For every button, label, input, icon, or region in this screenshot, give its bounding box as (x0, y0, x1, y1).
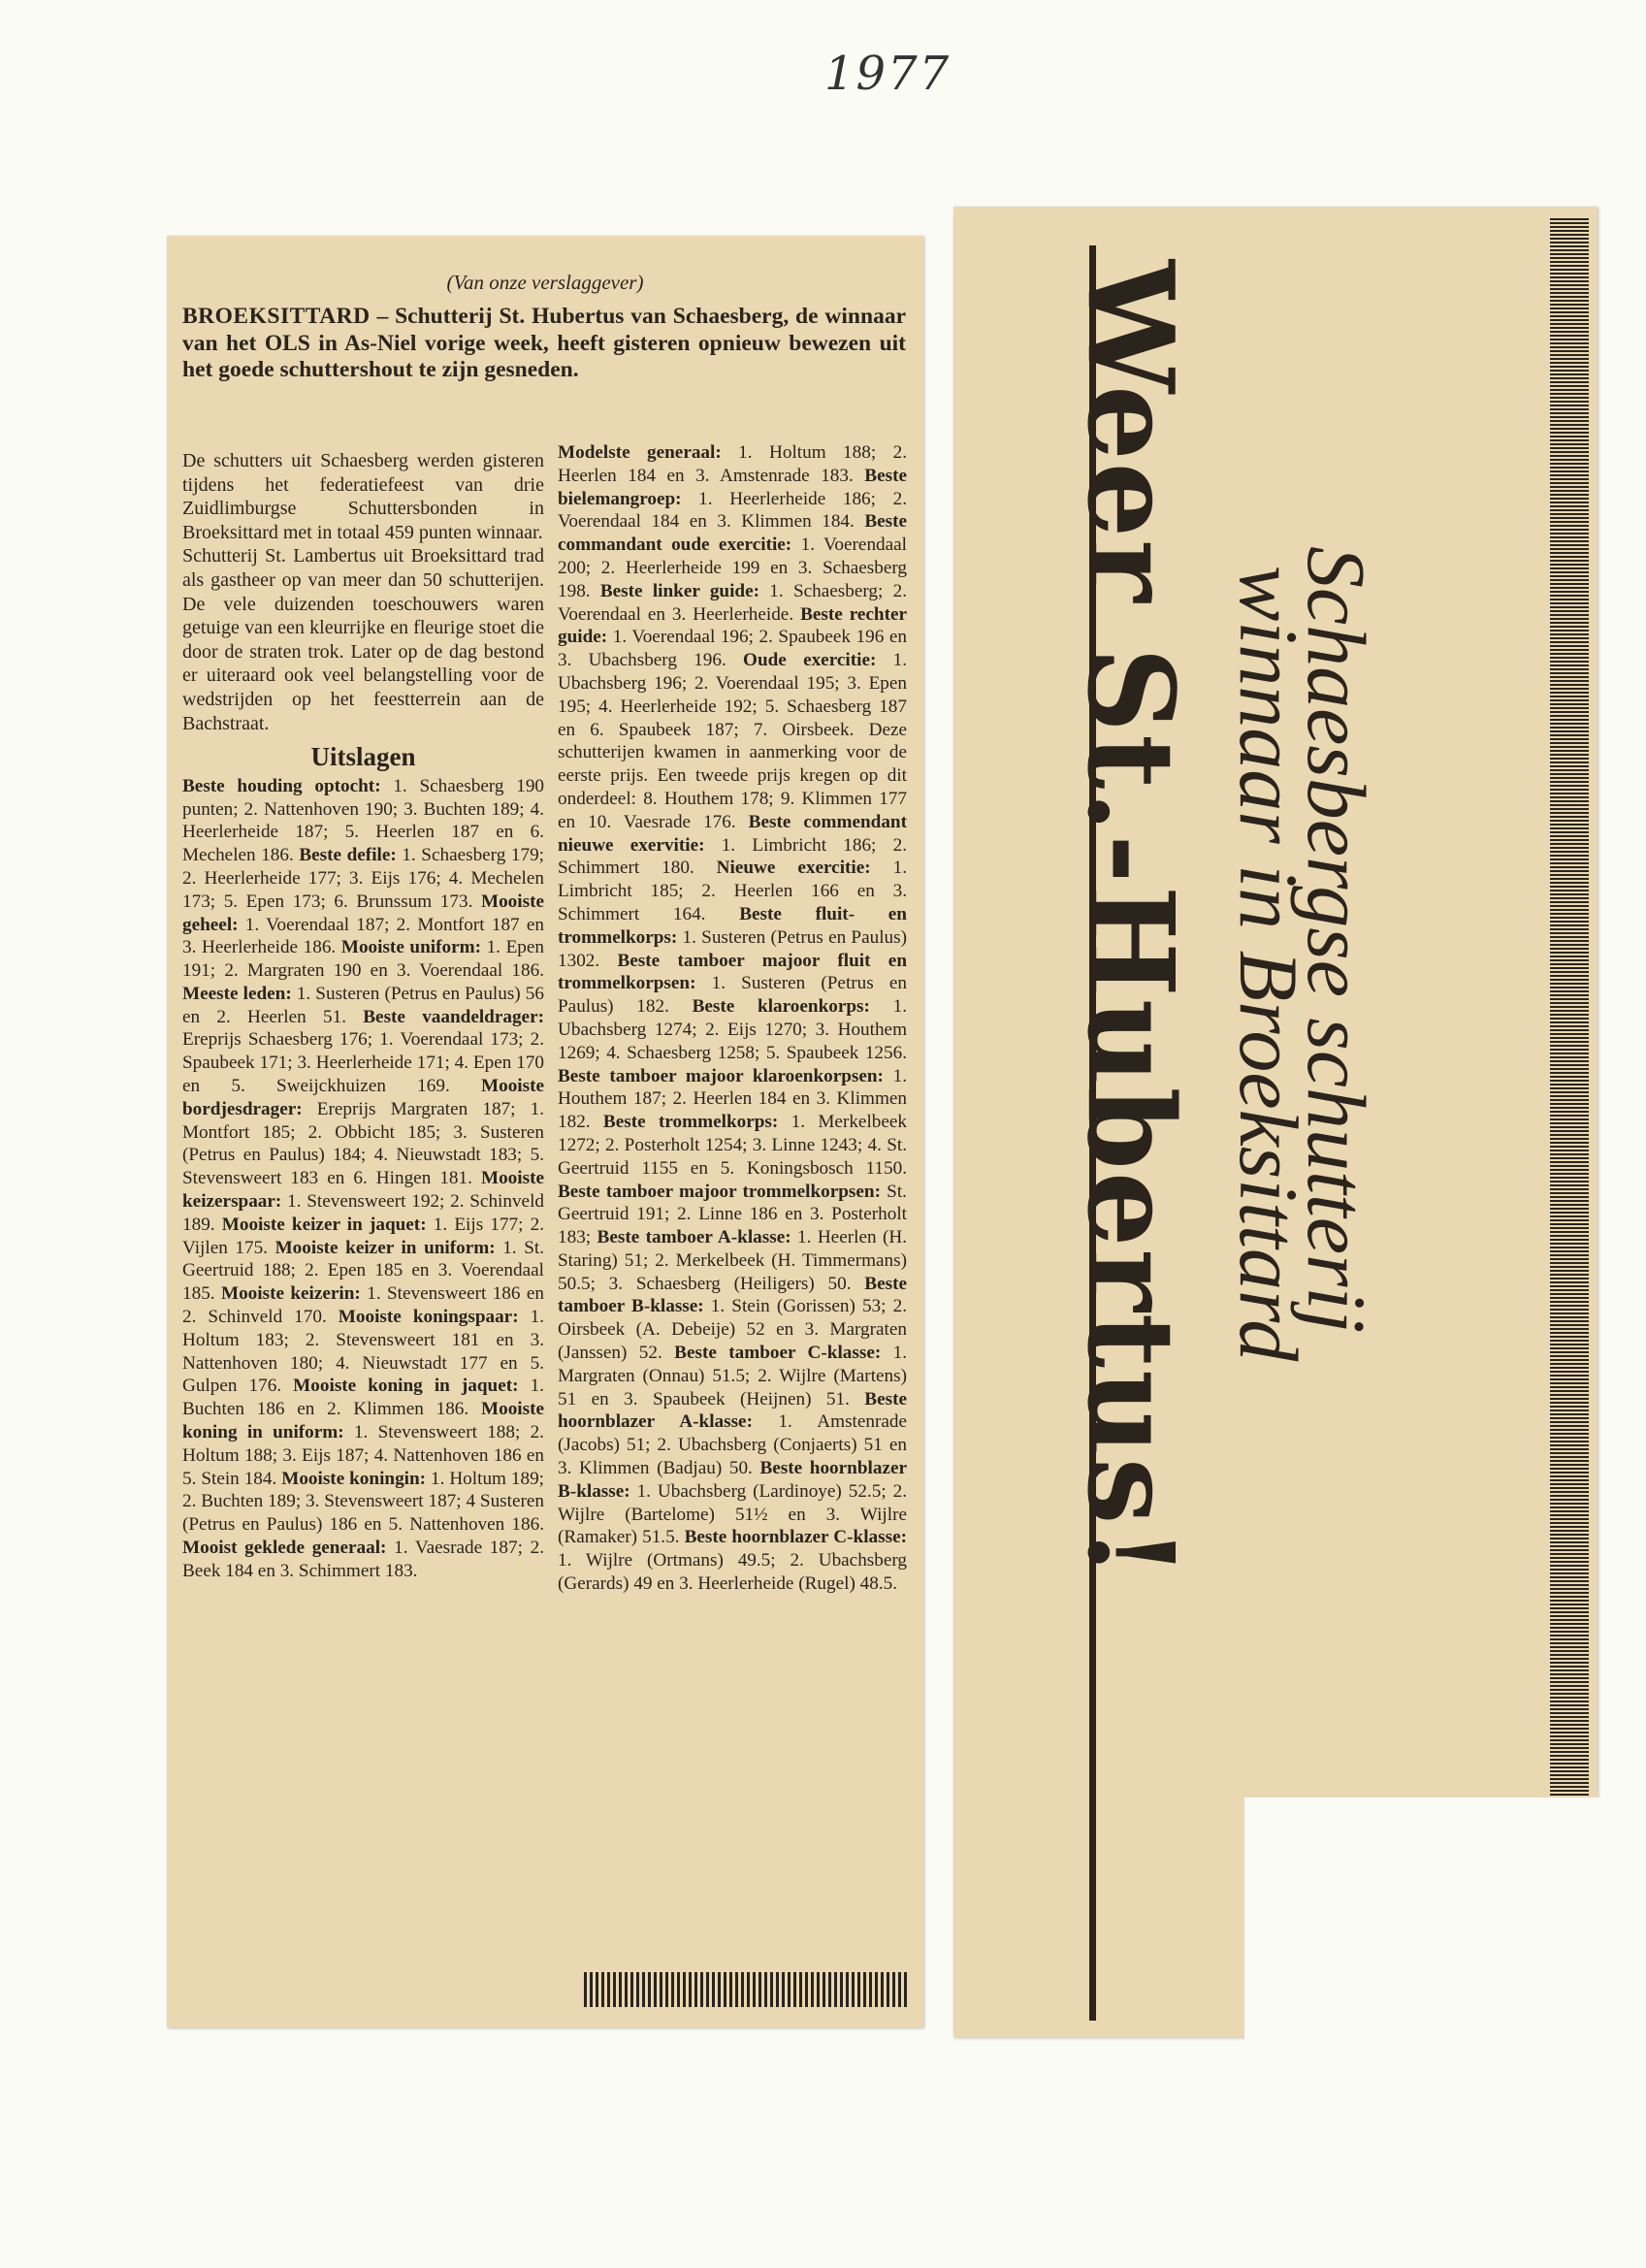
article-column-2 (558, 441, 907, 1596)
result-category: Beste hoornblazer B-klasse: (558, 1458, 907, 1502)
result-text: 1. Schaesberg 190 punten; 2. Nattenhoven 190; 3. Buchten 189; 4. Heerlerheide 187; 5. Heerlen 187 en 6. Mechelen 186. (182, 775, 545, 866)
result-category: Mooiste keizer in jaquet: (214, 1214, 427, 1235)
result-text: 1. Susteren (Petrus en Paulus) 1302. (558, 926, 907, 971)
result-category: Mooiste koning in jaquet: (281, 1376, 519, 1397)
result-text: 1. Margraten (Onnau) 51.5; 2. Wijlre (Martens) 51 en 3. Spaubeek (Heijnen) 51. (558, 1343, 908, 1409)
result-category: Beste fluit- en trommelkorps: (558, 903, 907, 948)
result-text: 1. Holtum 188; 2. Heerlen 184 en 3. Amstenrade 183. (558, 442, 907, 486)
result-text: 1. Limbricht 186; 2. Schimmert 180. (558, 834, 907, 879)
result-text: 1. Susteren (Petrus en Paulus) 182. (558, 973, 907, 1018)
result-text: 1. Stevensweert 188; 2. Holtum 188; 3. Eijs 187; 4. Nattenhoven 186 en 5. Stein 184. (182, 1422, 544, 1489)
decorative-rule (584, 1972, 909, 2007)
body-paragraph: De schutters uit Schaesberg werden gisteren tijdens het federatiefeest van drie Zuidlimburgse Schuttersbonden in Broeksittard met in totaal 459 punten winnaar. (182, 450, 544, 543)
lead-text: – Schutterij St. Hubertus van Schaesberg, de winnaar van het OLS in As-Niel vorige week, heeft gisteren opnieuw bewezen uit het goede schuttershout te zijn gesneden. (182, 304, 906, 382)
result-text: 1. Schaesberg; 2. Voerendaal en 3. Heerlerheide. (558, 580, 907, 625)
result-category: Nieuwe exercitie: (694, 858, 871, 879)
result-category: Beste commendant nieuwe exervitie: (558, 811, 907, 856)
result-category: Beste defile: (293, 845, 397, 866)
result-category: Beste linker guide: (590, 580, 759, 601)
result-category: Meeste leden: (182, 983, 292, 1004)
result-text: 1. Heerlen (H. Staring) 51; 2. Merkelbeek (H. Timmermans) 50.5; 3. Schaesberg (Heiligers) 50. (558, 1227, 908, 1294)
headline-clipping (953, 207, 1598, 2037)
result-text: 1. Stevensweert 186 en 2. Schinveld 170. (182, 1283, 544, 1328)
result-text: 1. Houthem 187; 2. Heerlen 184 en 3. Klimmen 182. (558, 1065, 907, 1133)
result-text: 1. Stein (Gorissen) 53; 2. Oirsbeek (A. Debeije) 52 en 3. Margraten (Janssen) 52. (558, 1296, 907, 1364)
result-text: 1. Merkelbeek 1272; 2. Posterholt 1254; 3. Linne 1243; 4. St. Geertruid 1155 en 5. Koningsbosch 1150. (558, 1112, 907, 1179)
result-text: 1. Wijlre (Ortmans) 49.5; 2. Ubachsberg (Gerards) 49 en 3. Heerlerheide (Rugel) 48.5. (558, 1550, 907, 1595)
result-category: Modelste generaal: (558, 442, 722, 463)
result-text: 1. Heerlerheide 186; 2. Voerendaal 184 en 3. Klimmen 184. (558, 488, 907, 533)
result-category: Beste hoornblazer C-klasse: (679, 1527, 907, 1548)
result-category: Beste commandant oude exercitie: (558, 511, 908, 556)
result-text: 1. Stevensweert 192; 2. Schinveld 189. (182, 1191, 544, 1235)
result-category: Mooiste koning in uniform: (182, 1399, 544, 1443)
result-text: St. Geertruid 191; 2. Linne 186 en 3. Posterholt 183; (558, 1181, 907, 1248)
result-text: 1. St. Geertruid 188; 2. Epen 185 en 3. Voerendaal 185. (182, 1237, 544, 1305)
result-text: 1. Ubachsberg 196; 2. Voerendaal 195; 3. Epen 195; 4. Heerlerheide 192; 5. Schaesberg 187 en 6. Spaubeek 187; 7. Oirsbeek. Deze schutterijen kwamen in aanmerking voor de eerste prijs. Een tweede prijs kregen op dit onderdeel: 8. Houthem 178; 9. Klimmen 177 en 10. Vaesrade 176. (558, 650, 908, 832)
result-text: 1. Epen 191; 2. Margraten 190 en 3. Voerendaal 186. (182, 937, 544, 982)
result-category: Beste klaroenkorps: (668, 996, 870, 1018)
result-text: 1. Ubachsberg 1274; 2. Eijs 1270; 3. Houthem 1269; 4. Schaesberg 1258; 5. Spaubeek 1256. (558, 996, 908, 1063)
result-category: Mooiste koningin: (276, 1468, 427, 1489)
result-category: Beste tamboer B-klasse: (558, 1273, 907, 1317)
result-category: Beste tamboer majoor fluit en trommelkorpsen: (558, 950, 907, 994)
handwritten-year: 1977 (824, 47, 952, 101)
result-text: Ereprijs Margraten 187; 1. Montfort 185; 2. Obbicht 185; 3. Susteren (Petrus en Paulus) 184; 4. Nieuwstadt 183; 5. Stevensweert 183 en 6. Hingen 181. (182, 1098, 544, 1189)
result-text: 1. Amstenrade (Jacobs) 51; 2. Ubachsberg (Conjaerts) 51 en 3. Klimmen (Badjau) 50. (558, 1411, 907, 1479)
headline-sub-line-2: winnaar in Broeksittard (1222, 566, 1315, 1362)
result-category: Mooiste koningspaar: (326, 1307, 519, 1328)
results-list (182, 775, 544, 1583)
result-category: Beste rechter guide: (558, 603, 907, 648)
result-category: Beste tamboer majoor klaroenkorpsen: (558, 1065, 884, 1086)
lead-paragraph (182, 304, 906, 384)
result-category: Mooiste keizer in uniform: (267, 1237, 496, 1258)
body-paragraph: Schutterij St. Lambertus uit Broeksittard trad als gastheer op van meer dan 50 schutterijen. De vele duizenden toeschouwers waren getuige van een kleurrijke en fleurige stoet die door de straten trok. Later op de dag bestond er uiteraard ook veel belangstelling voor de wedstrijden op het feestterrein aan de Bachstraat. (182, 545, 544, 734)
result-category: Beste tamboer A-klasse: (591, 1227, 791, 1248)
results-subhead: Uitslagen (310, 742, 416, 772)
result-text: 1. Buchten 186 en 2. Klimmen 186. (182, 1376, 544, 1420)
result-category: Mooiste bordjesdrager: (182, 1076, 544, 1119)
result-text: 1. Schaesberg 179; 2. Heerlerheide 177; 3. Eijs 176; 4. Mechelen 173; 5. Epen 173; 6. Brunssum 173. (182, 845, 544, 912)
result-category: Beste bielemangroep: (558, 465, 907, 509)
clipping-notch (1244, 1798, 1613, 2050)
result-category: Mooiste uniform: (336, 937, 481, 958)
result-category: Mooiste keizerspaar: (182, 1168, 544, 1213)
result-text: 1. Vaesrade 187; 2. Beek 184 en 3. Schimmert 183. (182, 1538, 544, 1581)
result-category: Beste tamboer majoor trommelkorpsen: (558, 1181, 881, 1202)
result-category: Beste houding optocht: (182, 775, 381, 796)
result-category: Beste tamboer C-klasse: (662, 1343, 882, 1364)
result-text: 1. Holtum 183; 2. Stevensweert 181 en 3. Nattenhoven 180; 4. Nieuwstadt 177 en 5. Gulpen 176. (182, 1307, 545, 1397)
dateline: BROEKSITTARD (182, 304, 371, 329)
result-text: 1. Limbricht 185; 2. Heerlen 166 en 3. Schimmert 164. (558, 858, 907, 924)
decorative-stripe (1550, 216, 1589, 1827)
headline-sub-line-1: Schaesbergse schutterij (1290, 546, 1383, 1334)
result-category: Beste trommelkorps: (590, 1112, 779, 1133)
result-text: Ereprijs Schaesberg 176; 1. Voerendaal 173; 2. Spaubeek 171; 3. Heerlerheide 171; 4. Epen 170 en 5. Sweijckhuizen 169. (182, 1029, 544, 1097)
result-category: Mooiste keizerin: (214, 1283, 361, 1305)
result-category: Mooiste geheel: (182, 891, 544, 935)
result-category: Oude exercitie: (726, 650, 877, 671)
result-category: Beste vaandeldrager: (346, 1006, 544, 1027)
article-clipping (167, 236, 923, 2027)
result-text: 1. Holtum 189; 2. Buchten 189; 3. Stevensweert 187; 4 Susteren (Petrus en Paulus) 186 en 5. Nattenhoven 186. (182, 1468, 544, 1536)
result-text: 1. Voerendaal 196; 2. Spaubeek 196 en 3. Ubachsberg 196. (558, 627, 907, 671)
result-category: Mooist geklede generaal: (182, 1538, 387, 1559)
result-text: 1. Ubachsberg (Lardinoye) 52.5; 2. Wijlre (Bartelome) 51½ en 3. Wijlre (Ramaker) 51.5. (558, 1480, 907, 1548)
article-column-1 (182, 449, 544, 1583)
result-category: Beste hoornblazer A-klasse: (558, 1388, 907, 1433)
result-text: 1. Susteren (Petrus en Paulus) 56 en 2. Heerlen 51. (182, 983, 544, 1027)
result-text: 1. Voerendaal 187; 2. Montfort 187 en 3. Heerlerheide 186. (182, 914, 544, 958)
results-list (558, 441, 907, 1596)
headline-main: Weer St.-Hubertus! (1061, 260, 1201, 1581)
result-text: 1. Voerendaal 200; 2. Heerlerheide 199 en 3. Schaesberg 198. (558, 535, 908, 601)
byline: (Van onze verslaggever) (446, 271, 644, 294)
result-text: 1. Eijs 177; 2. Vijlen 175. (182, 1214, 544, 1258)
